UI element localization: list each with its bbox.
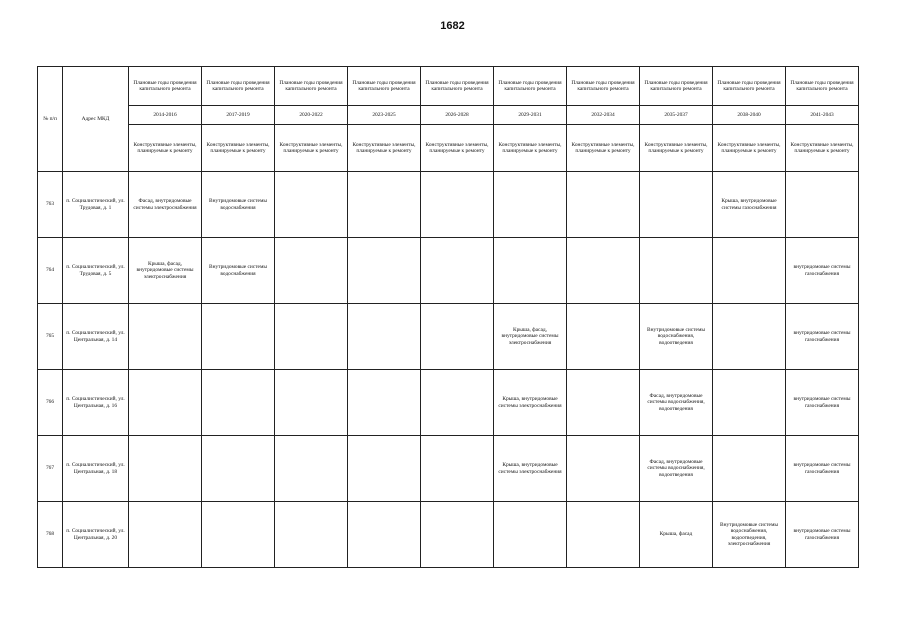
repair-cell xyxy=(640,172,713,238)
header-years: 2041-2043 xyxy=(786,106,859,125)
repair-cell xyxy=(202,436,275,502)
repair-cell: Внутридомовые системы водоснабжения xyxy=(202,172,275,238)
repair-cell: Крыша, фасад, внутридомовые системы электроснабжения xyxy=(129,238,202,304)
repair-cell xyxy=(494,502,567,568)
repair-cell xyxy=(421,172,494,238)
repair-cell xyxy=(202,370,275,436)
row-number: 764 xyxy=(38,238,63,304)
header-years: 2023-2025 xyxy=(348,106,421,125)
repair-cell xyxy=(348,238,421,304)
table-row xyxy=(38,238,859,304)
repair-cell: Внутридомовые системы водоснабжения, водоотведения xyxy=(640,304,713,370)
header-period-title: Плановые годы проведения капитального ремонта xyxy=(567,67,640,106)
repair-cell xyxy=(713,370,786,436)
repair-cell xyxy=(275,304,348,370)
repair-cell: Внутридомовые системы водоснабжения xyxy=(202,238,275,304)
header-elements: Конструктивные элементы, планируемые к ремонту xyxy=(275,125,348,172)
repair-cell xyxy=(567,370,640,436)
repair-cell xyxy=(129,370,202,436)
repair-cell xyxy=(567,502,640,568)
repair-cell xyxy=(275,238,348,304)
row-number: 763 xyxy=(38,172,63,238)
header-years: 2029-2031 xyxy=(494,106,567,125)
table-row xyxy=(38,370,859,436)
header-elements: Конструктивные элементы, планируемые к ремонту xyxy=(421,125,494,172)
row-address: п. Социалистический, ул. Центральная, д. 20 xyxy=(63,502,129,568)
page-number: 1682 xyxy=(440,20,465,32)
repair-cell: Фасад, внутридомовые системы водоснабжения, водоотведения xyxy=(640,370,713,436)
header-num: № п/п xyxy=(38,67,63,172)
header-elements: Конструктивные элементы, планируемые к ремонту xyxy=(713,125,786,172)
header-years: 2026-2028 xyxy=(421,106,494,125)
repair-cell xyxy=(202,304,275,370)
repair-cell xyxy=(275,502,348,568)
repair-cell: Внутридомовые системы водоснабжения, водоотведения, электроснабжения xyxy=(713,502,786,568)
header-elements: Конструктивные элементы, планируемые к ремонту xyxy=(494,125,567,172)
header-elements: Конструктивные элементы, планируемые к ремонту xyxy=(348,125,421,172)
repair-cell: Крыша, фасад xyxy=(640,502,713,568)
table-row xyxy=(38,502,859,568)
repair-cell xyxy=(567,172,640,238)
repair-cell xyxy=(275,172,348,238)
repair-cell: внутридомовые системы газоснабжения xyxy=(786,304,859,370)
header-period-title: Плановые годы проведения капитального ремонта xyxy=(129,67,202,106)
header-period-title: Плановые годы проведения капитального ремонта xyxy=(494,67,567,106)
header-elements: Конструктивные элементы, планируемые к ремонту xyxy=(129,125,202,172)
header-period-title: Плановые годы проведения капитального ремонта xyxy=(786,67,859,106)
repair-cell xyxy=(348,502,421,568)
row-address: п. Социалистический, ул. Трудовая, д. 5 xyxy=(63,238,129,304)
repair-cell xyxy=(348,304,421,370)
repair-cell: внутридомовые системы газоснабжения xyxy=(786,436,859,502)
repair-cell xyxy=(567,304,640,370)
repair-cell: Крыша, внутридомовые системы газоснабжения xyxy=(713,172,786,238)
repair-cell xyxy=(640,238,713,304)
header-period-title: Плановые годы проведения капитального ремонта xyxy=(421,67,494,106)
header-elements: Конструктивные элементы, планируемые к ремонту xyxy=(202,125,275,172)
table-row xyxy=(38,304,859,370)
repair-cell: внутридомовые системы газоснабжения xyxy=(786,502,859,568)
header-years: 2017-2019 xyxy=(202,106,275,125)
repair-cell xyxy=(275,370,348,436)
repair-cell xyxy=(129,502,202,568)
header-years: 2032-2034 xyxy=(567,106,640,125)
header-period-title: Плановые годы проведения капитального ремонта xyxy=(713,67,786,106)
row-address: п. Социалистический, ул. Центральная, д. 18 xyxy=(63,436,129,502)
header-period-title: Плановые годы проведения капитального ремонта xyxy=(348,67,421,106)
row-number: 766 xyxy=(38,370,63,436)
header-elements: Конструктивные элементы, планируемые к ремонту xyxy=(567,125,640,172)
repair-cell xyxy=(713,436,786,502)
repair-cell: внутридомовые системы газоснабжения xyxy=(786,370,859,436)
header-years: 2038-2040 xyxy=(713,106,786,125)
repair-cell: внутридомовые системы газоснабжения xyxy=(786,238,859,304)
header-years: 2014-2016 xyxy=(129,106,202,125)
table-row xyxy=(38,436,859,502)
row-number: 768 xyxy=(38,502,63,568)
repair-cell xyxy=(494,172,567,238)
repair-cell: Фасад, внутридомовые системы электроснабжения xyxy=(129,172,202,238)
repair-cell xyxy=(421,370,494,436)
header-period-title: Плановые годы проведения капитального ремонта xyxy=(202,67,275,106)
header-period-title: Плановые годы проведения капитального ремонта xyxy=(275,67,348,106)
repair-cell xyxy=(202,502,275,568)
repair-cell xyxy=(348,172,421,238)
repair-cell xyxy=(129,436,202,502)
repair-cell xyxy=(713,238,786,304)
header-years: 2035-2037 xyxy=(640,106,713,125)
repair-cell xyxy=(421,436,494,502)
repair-cell xyxy=(567,238,640,304)
repair-cell xyxy=(713,304,786,370)
repair-cell: Крыша, фасад, внутридомовые системы электроснабжения xyxy=(494,304,567,370)
header-elements: Конструктивные элементы, планируемые к ремонту xyxy=(640,125,713,172)
repair-cell xyxy=(421,238,494,304)
repair-cell xyxy=(421,502,494,568)
row-address: п. Социалистический, ул. Центральная, д. 14 xyxy=(63,304,129,370)
header-period-title: Плановые годы проведения капитального ремонта xyxy=(640,67,713,106)
row-address: п. Социалистический, ул. Центральная, д. 16 xyxy=(63,370,129,436)
repair-cell xyxy=(348,436,421,502)
capital-repair-table xyxy=(37,66,859,568)
repair-cell xyxy=(275,436,348,502)
row-number: 767 xyxy=(38,436,63,502)
table-row xyxy=(38,172,859,238)
header-years: 2020-2022 xyxy=(275,106,348,125)
repair-cell xyxy=(567,436,640,502)
repair-cell: Крыша, внутридомовые системы электроснабжения xyxy=(494,436,567,502)
repair-cell xyxy=(786,172,859,238)
repair-cell: Фасад, внутридомовые системы водоснабжения, водоотведения xyxy=(640,436,713,502)
header-address: Адрес МКД xyxy=(63,67,129,172)
row-number: 765 xyxy=(38,304,63,370)
repair-cell xyxy=(129,304,202,370)
repair-cell: Крыша, внутридомовые системы электроснабжения xyxy=(494,370,567,436)
repair-cell xyxy=(348,370,421,436)
header-elements: Конструктивные элементы, планируемые к ремонту xyxy=(786,125,859,172)
repair-cell xyxy=(421,304,494,370)
repair-cell xyxy=(494,238,567,304)
row-address: п. Социалистический, ул. Трудовая, д. 1 xyxy=(63,172,129,238)
